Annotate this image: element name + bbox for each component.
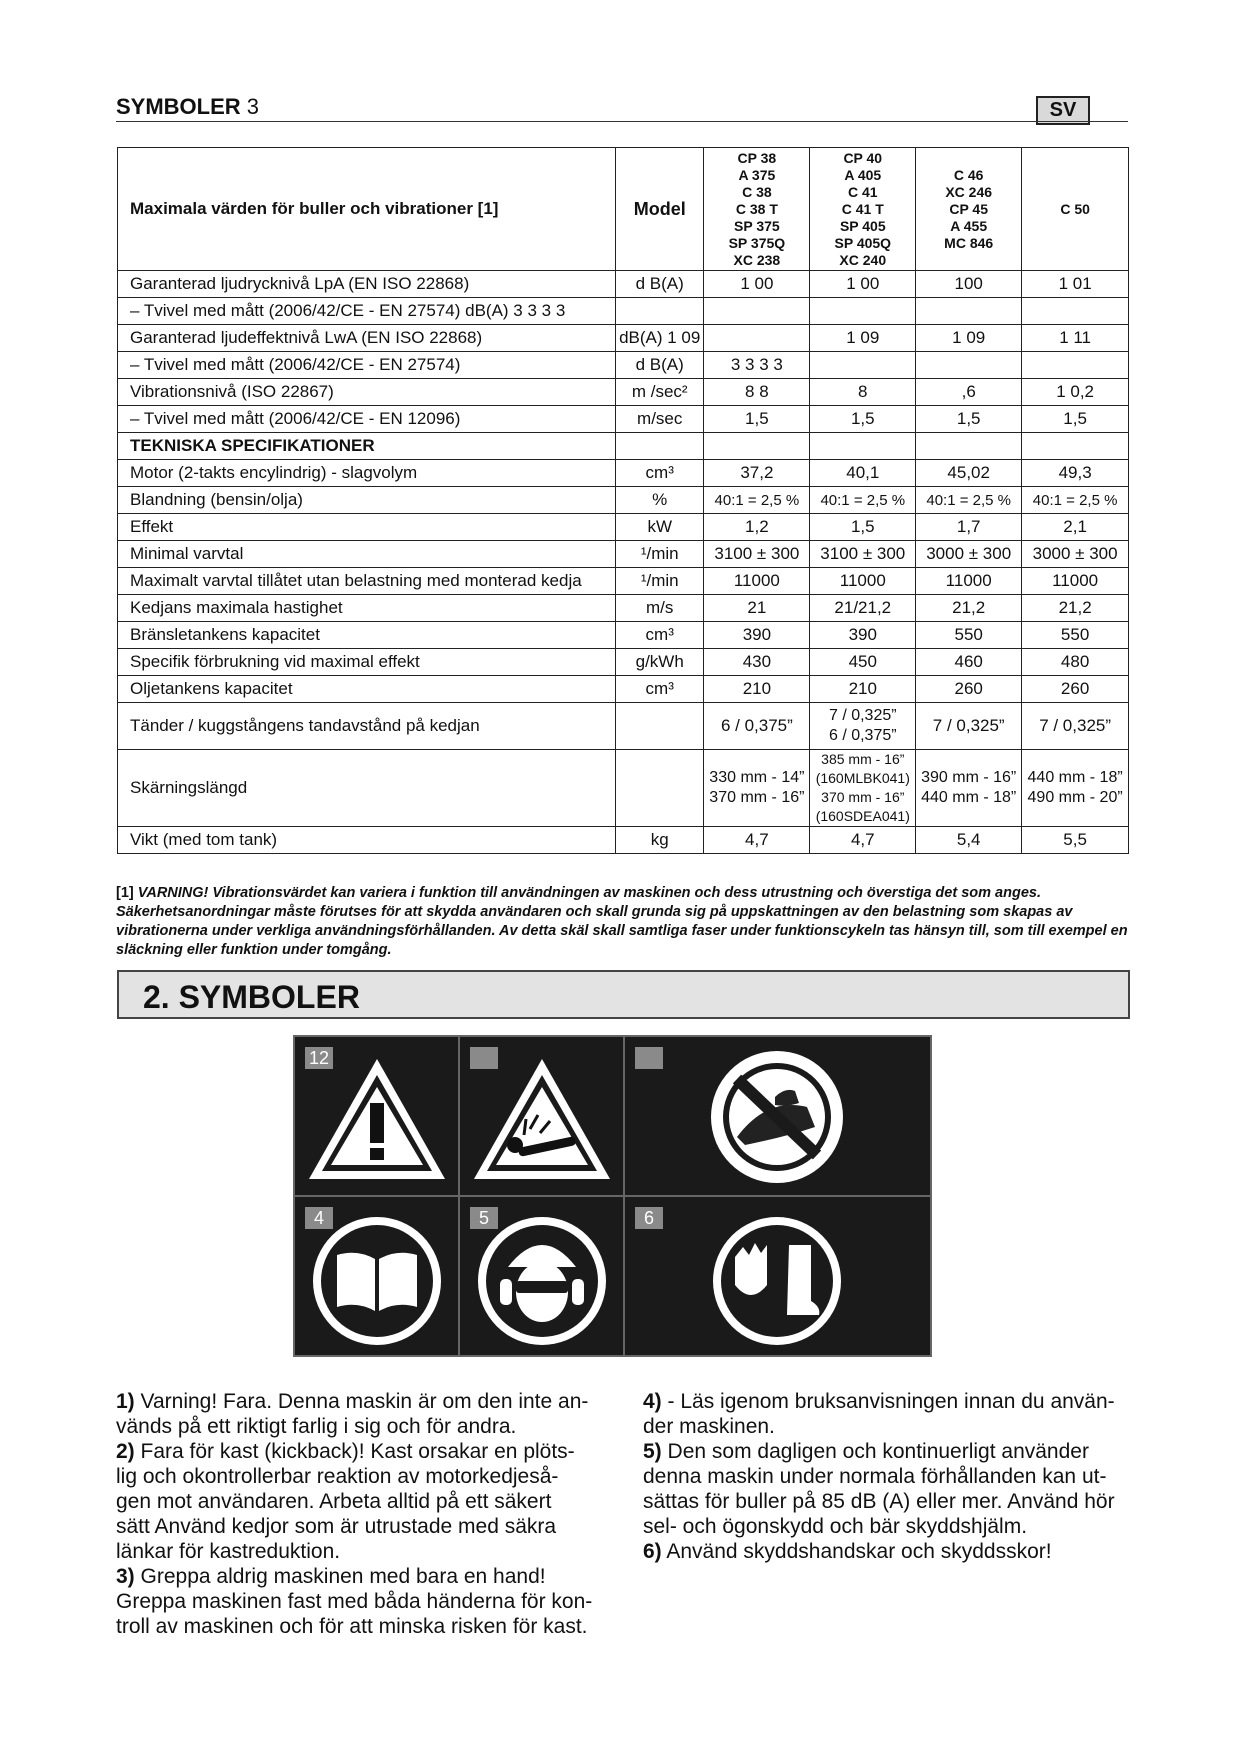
value-line: 385 mm - 16” xyxy=(821,751,905,767)
symbol-descriptions-right xyxy=(643,1389,1241,1564)
row-value: 430 xyxy=(704,649,810,676)
model-name: C 38 xyxy=(742,183,772,200)
model-col-2 xyxy=(810,148,916,271)
table-row xyxy=(118,487,1129,514)
model-name: A 375 xyxy=(738,166,776,183)
row-value xyxy=(1022,433,1129,460)
section-header xyxy=(117,970,1130,1019)
row-value: 40:1 = 2,5 % xyxy=(916,487,1022,514)
value-line: (160MLBK041) xyxy=(815,770,910,786)
no-one-hand-icon xyxy=(623,1035,932,1197)
model-name: SP 375 xyxy=(734,217,780,234)
value-line: 7 / 0,325” xyxy=(828,707,897,724)
row-value: 100 xyxy=(916,271,1022,298)
line-text: der maskinen. xyxy=(643,1415,775,1438)
row-label: Specifik förbrukning vid maximal effekt xyxy=(118,649,616,676)
row-unit: m/sec xyxy=(616,406,704,433)
row-label: Oljetankens kapacitet xyxy=(118,676,616,703)
model-name: CP 45 xyxy=(949,200,989,217)
line-text: sel- och ögonskydd och bär skyddshjälm. xyxy=(643,1515,1028,1538)
language-badge: SV xyxy=(1036,96,1090,125)
row-value: 260 xyxy=(916,676,1022,703)
table-row xyxy=(118,352,1129,379)
row-value: 1 09 xyxy=(916,325,1022,352)
text-line xyxy=(116,1389,676,1414)
line-text: denna maskin under normala förhållanden kan ut- xyxy=(643,1465,1107,1488)
row-value xyxy=(916,298,1022,325)
row-value xyxy=(1022,352,1129,379)
value-line: 330 mm - 14” xyxy=(709,769,805,786)
symbol-number xyxy=(470,1047,498,1069)
row-value: 21,2 xyxy=(916,595,1022,622)
row-value: 1 01 xyxy=(1022,271,1129,298)
row-value: 21/21,2 xyxy=(810,595,916,622)
row-unit xyxy=(616,750,704,827)
row-value: 1,2 xyxy=(704,514,810,541)
table-row xyxy=(118,406,1129,433)
hearing-eye-head-protection-icon xyxy=(458,1195,626,1357)
value-line: 370 mm - 16” xyxy=(821,789,905,805)
text-line xyxy=(116,1464,676,1489)
model-name: XC 246 xyxy=(945,183,993,200)
note-number: [1] xyxy=(116,885,134,901)
row-value: 49,3 xyxy=(1022,460,1129,487)
row-value xyxy=(704,325,810,352)
item-number: 5) xyxy=(643,1440,662,1463)
model-name: C 46 xyxy=(953,166,984,183)
symbol-number xyxy=(635,1047,663,1069)
line-text: lig och okontrollerbar reaktion av motorkedjeså- xyxy=(116,1465,559,1488)
text-line xyxy=(116,1589,676,1614)
row-value: 4,7 xyxy=(810,827,916,854)
row-value: 3000 ± 300 xyxy=(916,541,1022,568)
symbol-number: 12 xyxy=(305,1047,333,1069)
row-value: 3 3 3 3 xyxy=(704,352,810,379)
text-line xyxy=(116,1414,676,1439)
row-value xyxy=(810,352,916,379)
table-header-row xyxy=(118,148,1129,271)
row-value: 210 xyxy=(810,676,916,703)
text-line xyxy=(643,1464,1241,1489)
row-unit: d B(A) xyxy=(616,352,704,379)
row-value: 1 09 xyxy=(810,325,916,352)
item-number: 6) xyxy=(643,1540,662,1563)
row-value: 21,2 xyxy=(1022,595,1129,622)
row-value: 3100 ± 300 xyxy=(810,541,916,568)
section-title: 2. SYMBOLER xyxy=(143,979,360,1015)
row-value: 37,2 xyxy=(704,460,810,487)
gloves-boots-icon xyxy=(623,1195,932,1357)
row-value: ,6 xyxy=(916,379,1022,406)
row-label: Garanterad ljudeffektnivå LwA (EN ISO 22868) xyxy=(118,325,616,352)
item-number: 4) xyxy=(643,1390,662,1413)
row-label: Tänder / kuggstångens tandavstånd på kedjan xyxy=(118,703,616,750)
text-line xyxy=(116,1614,676,1639)
text-line xyxy=(643,1539,1241,1564)
line-text: Den som dagligen och kontinuerligt använder xyxy=(667,1440,1089,1463)
row-value: 5,5 xyxy=(1022,827,1129,854)
row-value: 5,4 xyxy=(916,827,1022,854)
row-value: 7 / 0,325” xyxy=(1022,703,1129,750)
row-value xyxy=(916,750,1022,827)
row-value: 460 xyxy=(916,649,1022,676)
row-label: TEKNISKA SPECIFIKATIONER xyxy=(118,433,616,460)
row-value xyxy=(810,750,916,827)
model-name: CP 40 xyxy=(843,149,883,166)
line-text: länkar för kastreduktion. xyxy=(116,1540,341,1563)
row-value: 480 xyxy=(1022,649,1129,676)
row-value: 7 / 0,325” xyxy=(916,703,1022,750)
note-text: VARNING! Vibrationsvärdet kan variera i funktion till användningen av maskinen och dess utrustning och överstiga det som anges. Säkerhetsanordningar måste förutses för att skydda användaren och skall grunda sig på uppskattningen av den belastning som skapas av vibrationerna under verkliga användningsförhållanden. Av detta skäl skall samtliga faser under funktionscykeln tas hänsyn till, som till exempel en släckning eller funktion under tomgång. xyxy=(116,885,1128,958)
section-row xyxy=(118,433,1129,460)
model-name: C 41 xyxy=(847,183,878,200)
text-line xyxy=(116,1439,676,1464)
text-line xyxy=(116,1514,676,1539)
row-value xyxy=(1022,750,1129,827)
model-name: C 38 T xyxy=(735,200,778,217)
line-text: gen mot användaren. Arbeta alltid på ett säkert xyxy=(116,1490,552,1513)
row-unit: ¹/min xyxy=(616,568,704,595)
header-rule xyxy=(116,121,1128,122)
item-number: 1) xyxy=(116,1390,135,1413)
row-value: 550 xyxy=(916,622,1022,649)
value-line: (160SDEA041) xyxy=(815,808,910,824)
row-label: – Tvivel med mått (2006/42/CE - EN 27574) dB(A) 3 3 3 3 xyxy=(118,298,616,325)
line-text: Använd skyddshandskar och skyddsskor! xyxy=(666,1540,1052,1563)
row-unit xyxy=(616,298,704,325)
text-line xyxy=(116,1539,676,1564)
row-unit: ¹/min xyxy=(616,541,704,568)
line-text: sättas för buller på 85 dB (A) eller mer. Använd hör xyxy=(643,1490,1115,1513)
model-list xyxy=(813,150,912,269)
row-value: 11000 xyxy=(916,568,1022,595)
row-value: 8 xyxy=(810,379,916,406)
table-row xyxy=(118,568,1129,595)
row-value xyxy=(810,298,916,325)
model-header: Model xyxy=(616,148,704,271)
row-value: 40,1 xyxy=(810,460,916,487)
model-col-1 xyxy=(704,148,810,271)
cut-length-row xyxy=(118,750,1129,827)
row-label: Garanterad ljudrycknivå LpA (EN ISO 22868) xyxy=(118,271,616,298)
line-text: - Läs igenom bruksanvisningen innan du använ- xyxy=(667,1390,1115,1413)
model-name: A 405 xyxy=(844,166,882,183)
row-value: 3100 ± 300 xyxy=(704,541,810,568)
model-name: XC 240 xyxy=(839,251,887,268)
vibration-note xyxy=(116,884,1128,960)
row-unit: dB(A) 1 09 xyxy=(616,325,704,352)
row-value xyxy=(916,352,1022,379)
value-line: 6 / 0,375” xyxy=(828,727,897,744)
row-unit: m /sec² xyxy=(616,379,704,406)
value-line: 370 mm - 16” xyxy=(709,789,805,806)
teeth-row xyxy=(118,703,1129,750)
warning-exclamation-icon xyxy=(293,1035,461,1197)
row-value: 11000 xyxy=(810,568,916,595)
value-line: 490 mm - 20” xyxy=(1027,789,1123,806)
table-row xyxy=(118,298,1129,325)
row-value xyxy=(916,433,1022,460)
row-value: 550 xyxy=(1022,622,1129,649)
table-title: Maximala värden för buller och vibrationer [1] xyxy=(118,148,616,271)
row-value: 1,7 xyxy=(916,514,1022,541)
table-row xyxy=(118,379,1129,406)
table-row xyxy=(118,514,1129,541)
row-value xyxy=(704,433,810,460)
weight-row xyxy=(118,827,1129,854)
row-value: 11000 xyxy=(1022,568,1129,595)
row-value: 40:1 = 2,5 % xyxy=(704,487,810,514)
text-line xyxy=(643,1414,1241,1439)
row-label: Vikt (med tom tank) xyxy=(118,827,616,854)
row-label: Motor (2-takts encylindrig) - slagvolym xyxy=(118,460,616,487)
row-value: 3000 ± 300 xyxy=(1022,541,1129,568)
model-name: CP 38 xyxy=(737,149,777,166)
row-unit: % xyxy=(616,487,704,514)
read-manual-icon xyxy=(293,1195,461,1357)
row-value: 390 xyxy=(810,622,916,649)
page-header-title xyxy=(116,94,259,120)
row-unit xyxy=(616,703,704,750)
row-unit: cm³ xyxy=(616,622,704,649)
model-name: C 41 T xyxy=(841,200,884,217)
model-name: A 455 xyxy=(950,217,988,234)
row-value xyxy=(1022,298,1129,325)
row-value: 1,5 xyxy=(1022,406,1129,433)
row-value: 45,02 xyxy=(916,460,1022,487)
row-value: 40:1 = 2,5 % xyxy=(810,487,916,514)
row-label: Blandning (bensin/olja) xyxy=(118,487,616,514)
table-row xyxy=(118,595,1129,622)
row-value: 4,7 xyxy=(704,827,810,854)
line-text: Fara för kast (kickback)! Kast orsakar en plöts- xyxy=(140,1440,575,1463)
row-unit: cm³ xyxy=(616,460,704,487)
row-label: Vibrationsnivå (ISO 22867) xyxy=(118,379,616,406)
table-row xyxy=(118,541,1129,568)
line-text: Greppa aldrig maskinen med bara en hand! xyxy=(140,1565,546,1588)
row-value: 8 8 xyxy=(704,379,810,406)
line-text: Varning! Fara. Denna maskin är om den inte an- xyxy=(140,1390,589,1413)
text-line xyxy=(643,1514,1241,1539)
row-unit: m/s xyxy=(616,595,704,622)
model-list xyxy=(707,150,806,269)
row-label: Bränsletankens kapacitet xyxy=(118,622,616,649)
value-line: 440 mm - 18” xyxy=(921,789,1017,806)
line-text: Greppa maskinen fast med båda händerna för kon- xyxy=(116,1590,593,1613)
row-value: 1,5 xyxy=(810,406,916,433)
model-list xyxy=(919,167,1018,252)
kickback-warning-icon xyxy=(458,1035,626,1197)
row-value: 1 00 xyxy=(810,271,916,298)
row-value xyxy=(810,703,916,750)
model-name: SP 405 xyxy=(839,217,886,234)
row-value: 1,5 xyxy=(916,406,1022,433)
row-label: Effekt xyxy=(118,514,616,541)
row-label: Maximalt varvtal tillåtet utan belastning med monterad kedja xyxy=(118,568,616,595)
row-value xyxy=(704,298,810,325)
row-value: 210 xyxy=(704,676,810,703)
header-title: SYMBOLER xyxy=(116,94,241,119)
model-col-4 xyxy=(1022,148,1129,271)
symbol-number: 4 xyxy=(305,1207,333,1229)
line-text: sätt Använd kedjor som är utrustade med säkra xyxy=(116,1515,557,1538)
row-unit: kg xyxy=(616,827,704,854)
row-value: 1 0,2 xyxy=(1022,379,1129,406)
model-col-3 xyxy=(916,148,1022,271)
table-row xyxy=(118,271,1129,298)
table-row xyxy=(118,676,1129,703)
symbol-descriptions-left xyxy=(116,1389,676,1639)
symbol-number: 6 xyxy=(635,1207,663,1229)
row-value: 1 00 xyxy=(704,271,810,298)
value-line: 440 mm - 18” xyxy=(1027,769,1123,786)
row-label: – Tvivel med mått (2006/42/CE - EN 12096) xyxy=(118,406,616,433)
row-label: Minimal varvtal xyxy=(118,541,616,568)
line-text: troll av maskinen och för att minska risken för kast. xyxy=(116,1615,588,1638)
row-label: – Tvivel med mått (2006/42/CE - EN 27574) xyxy=(118,352,616,379)
row-value: 1,5 xyxy=(704,406,810,433)
text-line xyxy=(116,1564,676,1589)
value-line: 390 mm - 16” xyxy=(921,769,1017,786)
row-value xyxy=(810,433,916,460)
item-number: 2) xyxy=(116,1440,135,1463)
row-value: 260 xyxy=(1022,676,1129,703)
table-row xyxy=(118,649,1129,676)
model-name: XC 238 xyxy=(733,251,781,268)
text-line xyxy=(116,1489,676,1514)
row-value: 1,5 xyxy=(810,514,916,541)
page-number: 3 xyxy=(246,94,259,119)
row-unit: g/kWh xyxy=(616,649,704,676)
text-line xyxy=(643,1489,1241,1514)
row-value: 2,1 xyxy=(1022,514,1129,541)
model-name: C 50 xyxy=(1060,200,1090,217)
row-value: 40:1 = 2,5 % xyxy=(1022,487,1129,514)
row-label: Skärningslängd xyxy=(118,750,616,827)
model-name: MC 846 xyxy=(944,234,994,251)
text-line xyxy=(643,1439,1241,1464)
row-unit: cm³ xyxy=(616,676,704,703)
line-text: vänds på ett riktigt farlig i sig och för andra. xyxy=(116,1415,517,1438)
table-row xyxy=(118,622,1129,649)
table-row xyxy=(118,325,1129,352)
row-value: 11000 xyxy=(704,568,810,595)
row-value: 1 11 xyxy=(1022,325,1129,352)
symbol-number: 5 xyxy=(470,1207,498,1229)
row-value: 21 xyxy=(704,595,810,622)
item-number: 3) xyxy=(116,1565,135,1588)
row-unit xyxy=(616,433,704,460)
spec-table xyxy=(117,147,1129,854)
row-label: Kedjans maximala hastighet xyxy=(118,595,616,622)
row-unit: d B(A) xyxy=(616,271,704,298)
row-unit: kW xyxy=(616,514,704,541)
text-line xyxy=(643,1389,1241,1414)
model-name: SP 405Q xyxy=(834,234,892,251)
model-list xyxy=(1025,201,1125,218)
row-value xyxy=(704,750,810,827)
table-row xyxy=(118,460,1129,487)
row-value: 390 xyxy=(704,622,810,649)
model-name: SP 375Q xyxy=(728,234,786,251)
row-value: 450 xyxy=(810,649,916,676)
row-value: 6 / 0,375” xyxy=(704,703,810,750)
